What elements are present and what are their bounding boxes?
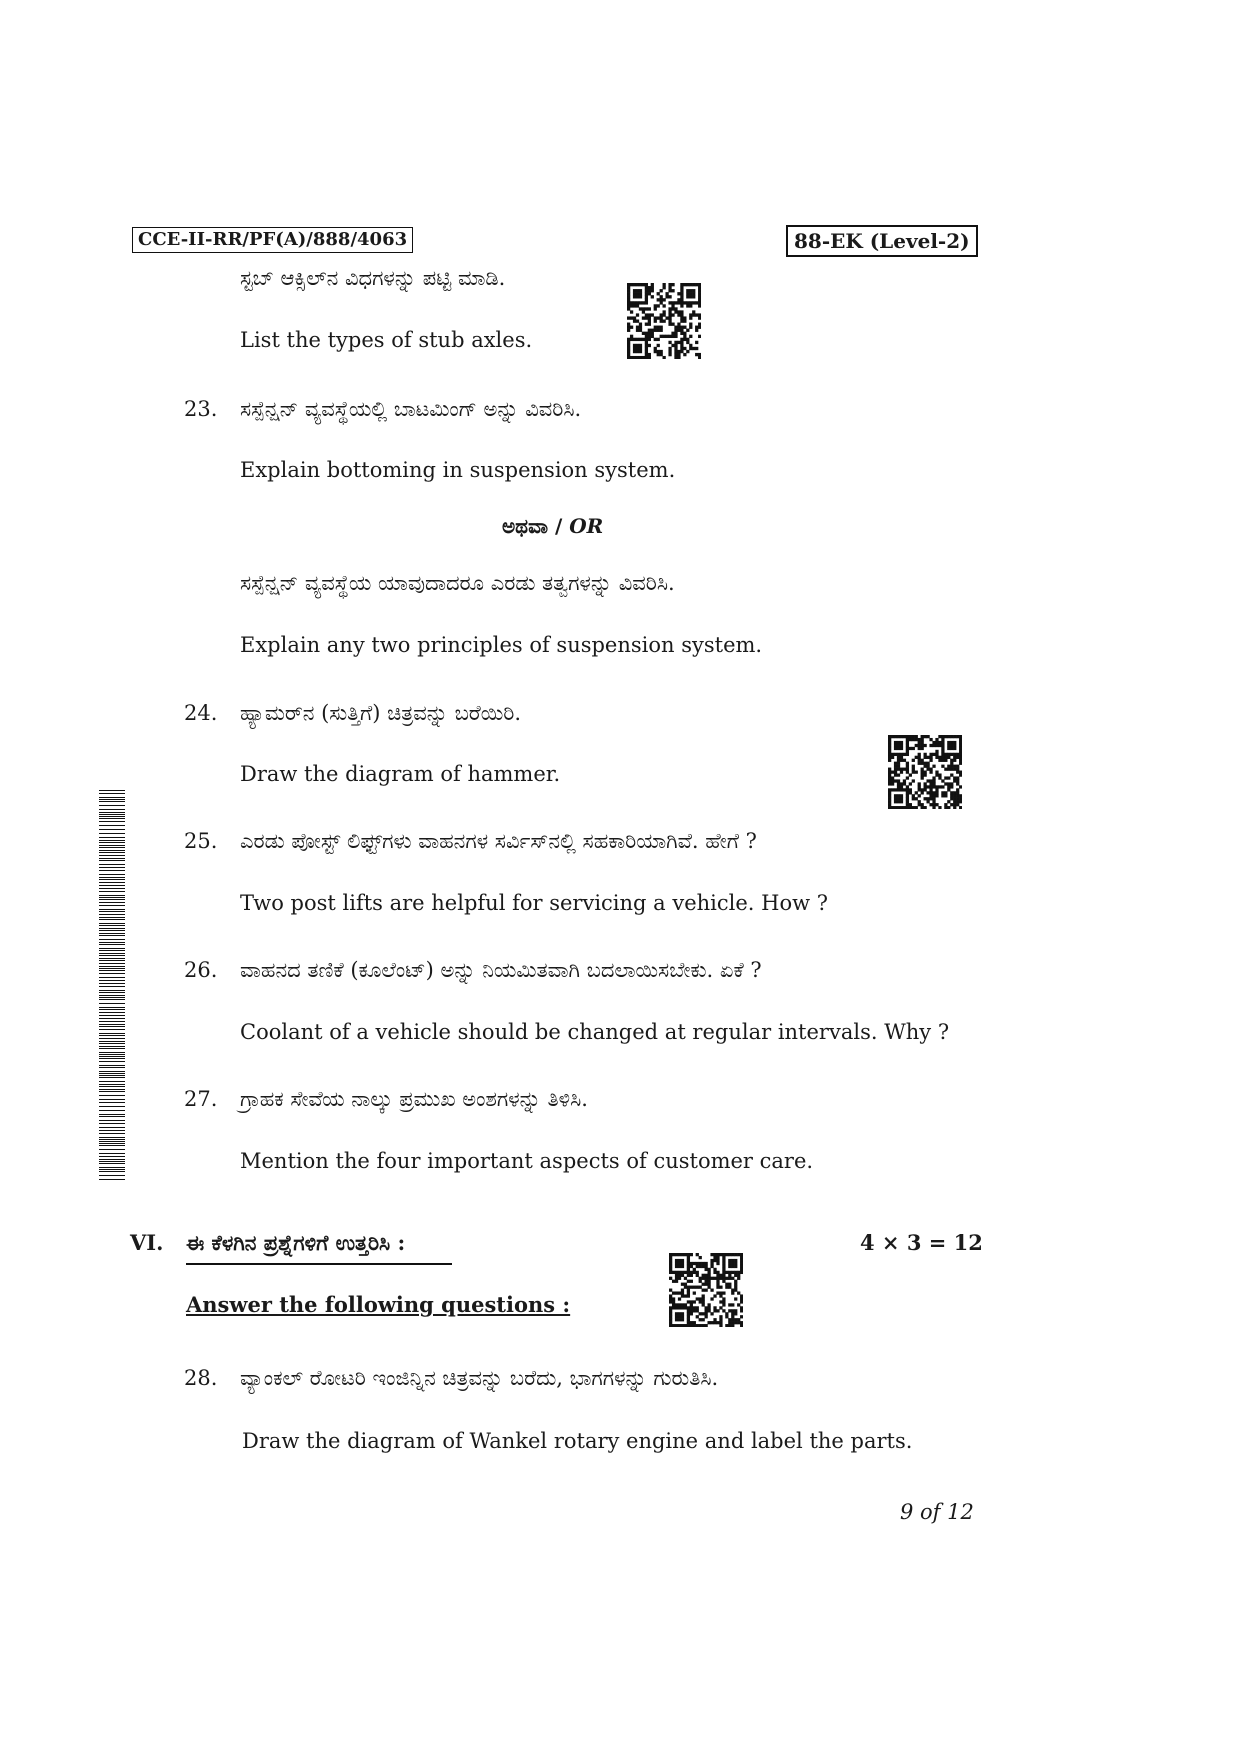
q26-english: Coolant of a vehicle should be changed at regular intervals. Why ? — [240, 1020, 950, 1044]
barcode-icon — [99, 790, 125, 1182]
section-title-english: Answer the following questions : — [186, 1292, 571, 1317]
section-number: VI. — [130, 1230, 164, 1255]
q25-number: 25. — [184, 829, 218, 853]
or-divider — [502, 514, 603, 538]
qr-code-icon — [669, 1253, 743, 1327]
q22-english: List the types of stub axles. — [240, 328, 533, 352]
q26-kannada: ವಾಹನದ ತಣಿಕೆ (ಕೂಲೆಂಟ್) ಅನ್ನು ನಿಯಮಿತವಾಗಿ ಬದಲಾಯಿಸಬೇಕು. ಏಕೆ ? — [240, 958, 762, 982]
q28-english: Draw the diagram of Wankel rotary engine and label the parts. — [242, 1429, 913, 1453]
q23-number: 23. — [184, 397, 218, 421]
q22-kannada: ಸ್ಟಬ್ ಆಕ್ಸಿಲ್‌ನ ವಿಧಗಳನ್ನು ಪಟ್ಟಿ ಮಾಡಿ. — [240, 266, 506, 290]
or-kannada: ಅಥವಾ / — [502, 514, 563, 538]
exam-code: CCE-II-RR/PF(A)/888/4063 — [132, 227, 413, 253]
q27-english: Mention the four important aspects of customer care. — [240, 1149, 814, 1173]
q28-kannada: ವ್ಯಾಂಕಲ್ ರೋಟರಿ ಇಂಜಿನ್ನಿನ ಚಿತ್ರವನ್ನು ಬರೆದು, ಭಾಗಗಳನ್ನು ಗುರುತಿಸಿ. — [240, 1366, 719, 1390]
qr-code-icon — [627, 283, 701, 359]
section-title-kannada: ಈ ಕೆಳಗಿನ ಪ್ರಶ್ನೆಗಳಿಗೆ ಉತ್ತರಿಸಿ : — [186, 1230, 406, 1255]
q27-number: 27. — [184, 1087, 218, 1111]
q26-number: 26. — [184, 958, 218, 982]
q27-kannada: ಗ್ರಾಹಕ ಸೇವೆಯ ನಾಲ್ಕು ಪ್ರಮುಖ ಅಂಶಗಳನ್ನು ತಿಳಿಸಿ. — [240, 1087, 588, 1111]
paper-code: 88-EK (Level-2) — [786, 225, 978, 257]
q23-english: Explain bottoming in suspension system. — [240, 458, 676, 482]
qr-code-icon — [888, 735, 962, 809]
q24-english: Draw the diagram of hammer. — [240, 762, 561, 786]
page-number: 9 of 12 — [900, 1500, 974, 1524]
q24-kannada: ಹ್ಯಾಮರ್‌ನ (ಸುತ್ತಿಗೆ) ಚಿತ್ರವನ್ನು ಬರೆಯಿರಿ. — [240, 701, 522, 725]
or-english: OR — [569, 514, 604, 538]
q24-number: 24. — [184, 701, 218, 725]
section-marks: 4 × 3 = 12 — [860, 1230, 983, 1255]
q23-kannada: ಸಸ್ಪೆನ್ಷನ್ ವ್ಯವಸ್ಥೆಯಲ್ಲಿ ಬಾಟಮಿಂಗ್ ಅನ್ನು ವಿವರಿಸಿ. — [240, 397, 582, 421]
section-title-underline — [186, 1263, 452, 1265]
q25-kannada: ಎರಡು ಪೋಸ್ಟ್ ಲಿಫ್ಟ್‌ಗಳು ವಾಹನಗಳ ಸರ್ವಿಸ್‌ನಲ್ಲಿ ಸಹಕಾರಿಯಾಗಿವೆ. ಹೇಗೆ ? — [240, 829, 757, 853]
q23-alt-english: Explain any two principles of suspension system. — [240, 633, 763, 657]
q25-english: Two post lifts are helpful for servicing a vehicle. How ? — [240, 891, 829, 915]
q28-number: 28. — [184, 1366, 218, 1390]
q23-alt-kannada: ಸಸ್ಪೆನ್ಷನ್ ವ್ಯವಸ್ಥೆಯ ಯಾವುದಾದರೂ ಎರಡು ತತ್ವಗಳನ್ನು ವಿವರಿಸಿ. — [240, 571, 675, 595]
